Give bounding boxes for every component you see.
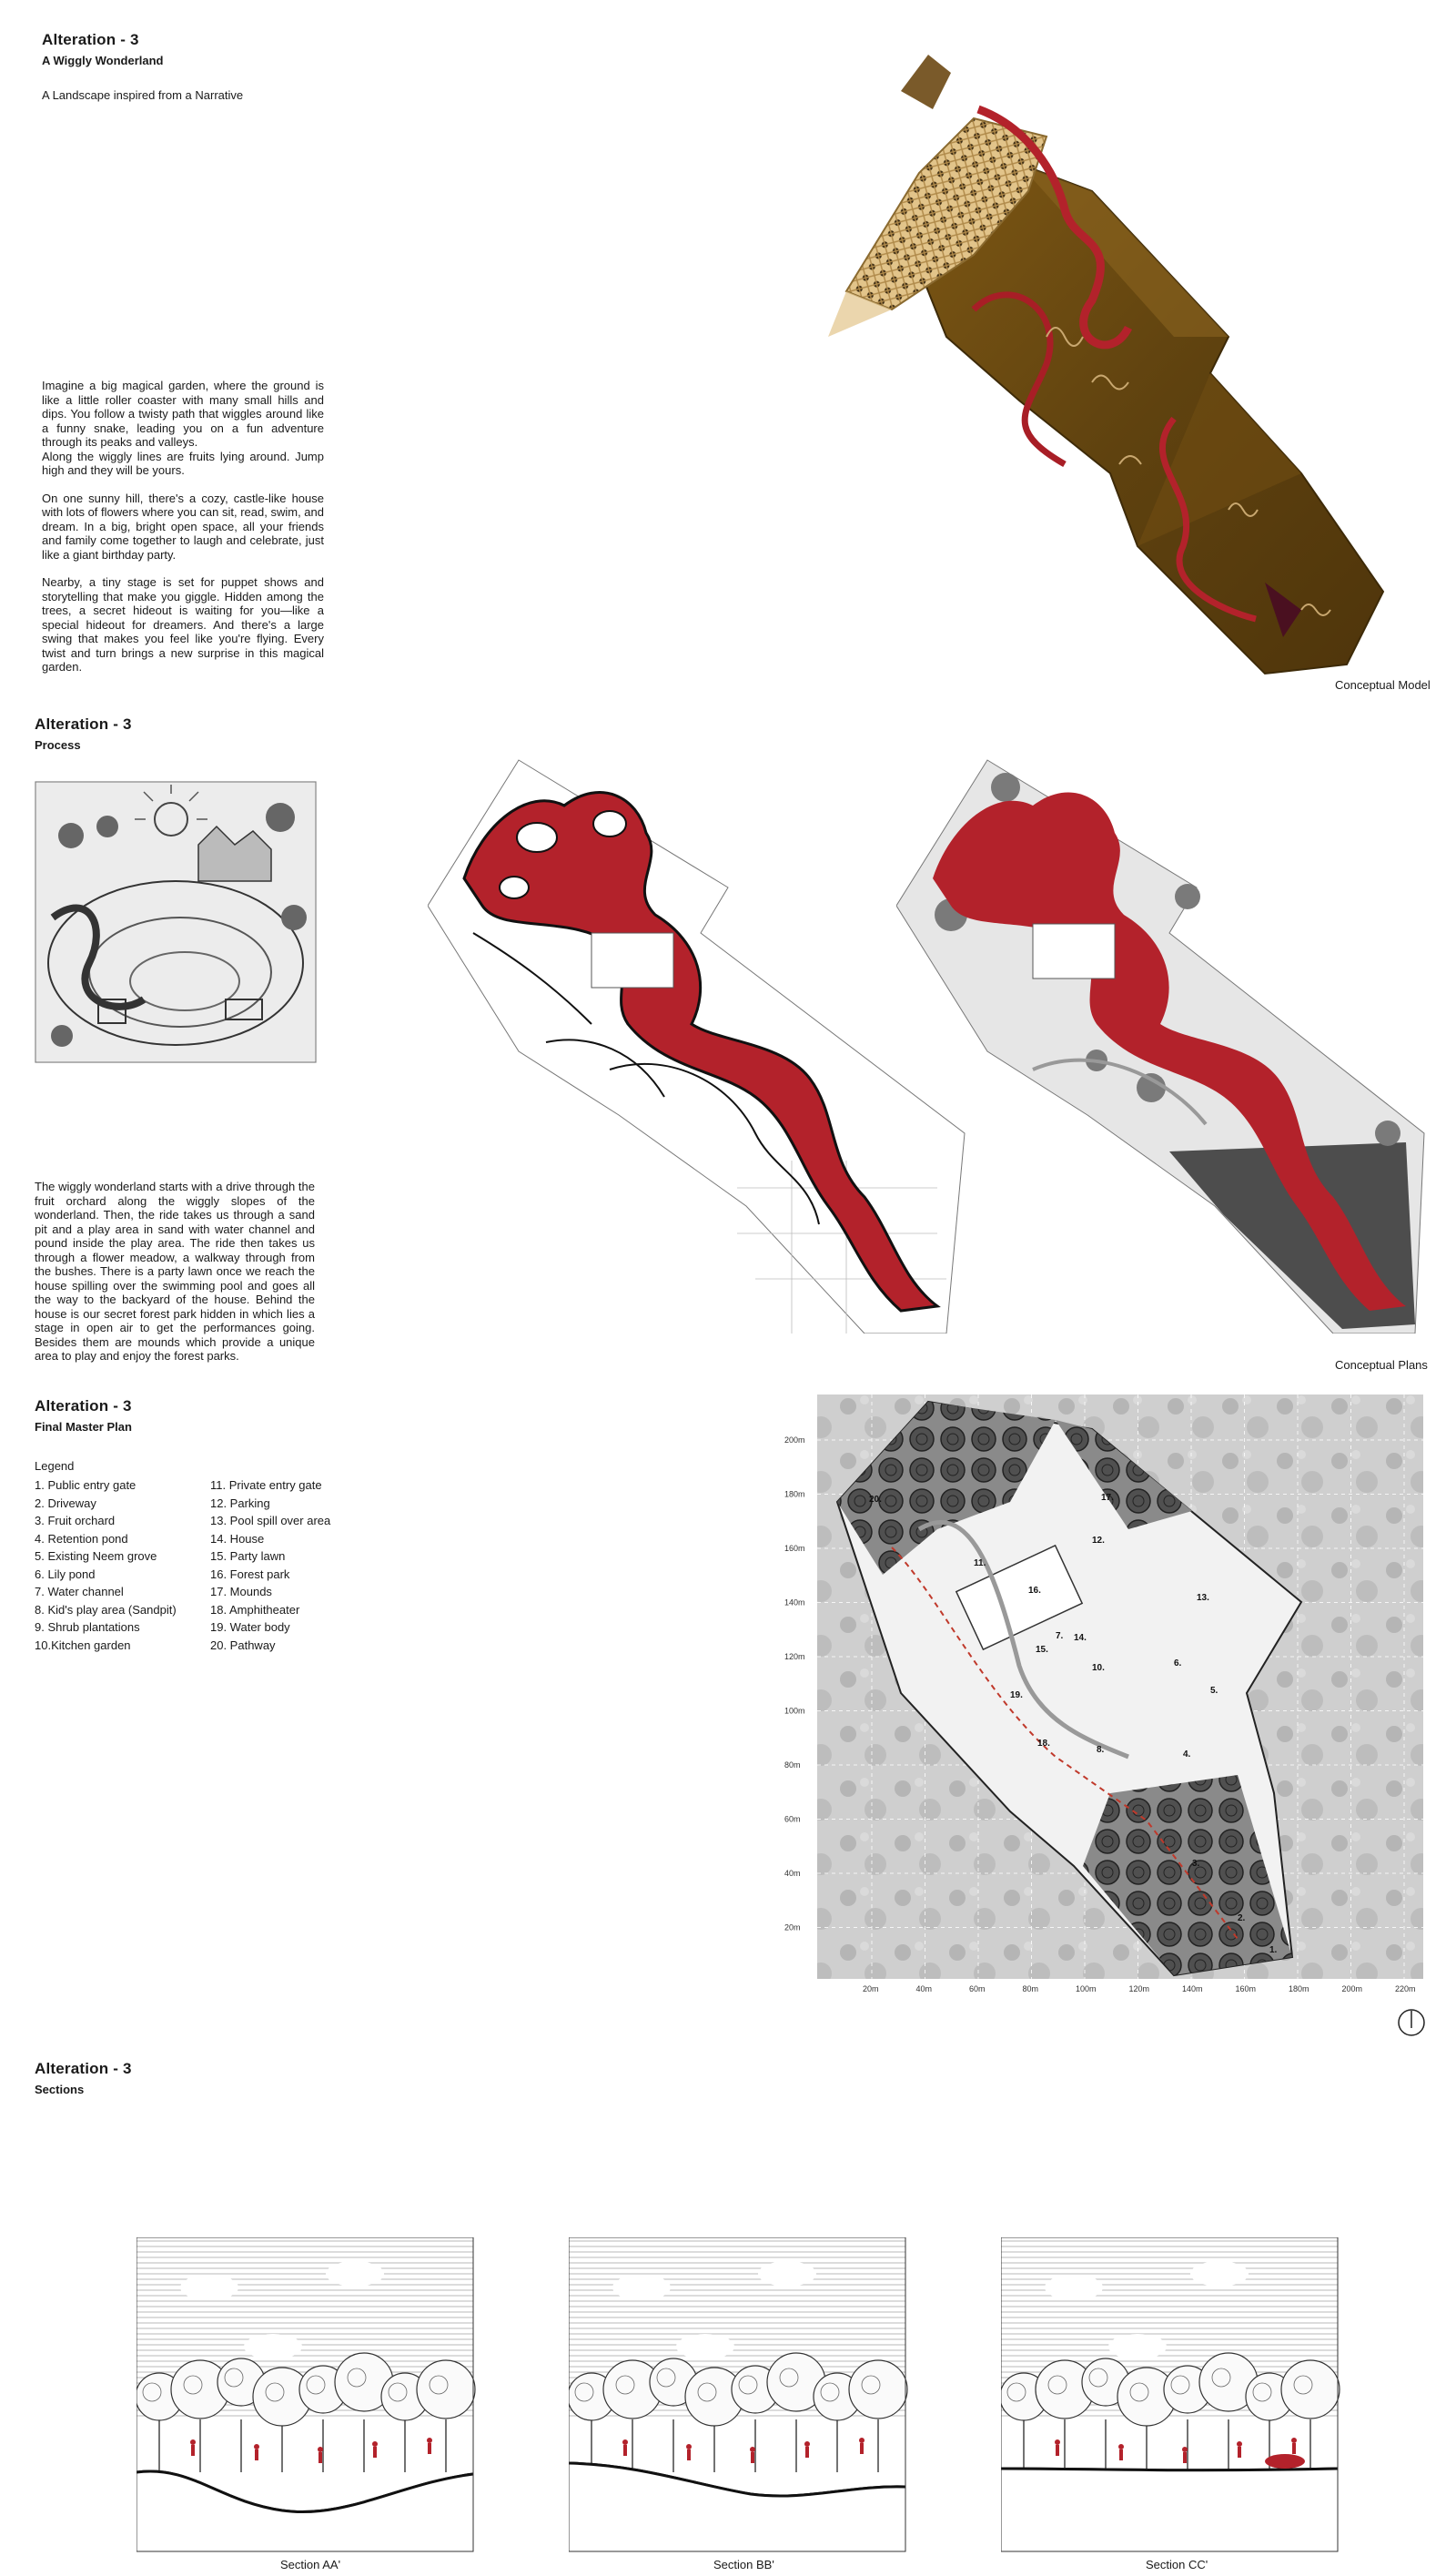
y-tick-label: 120m — [784, 1652, 805, 1661]
y-tick-label: 180m — [784, 1489, 805, 1499]
narrative-para-1: Imagine a big magical garden, where the ground is like a little roller coaster with many small hills and dips. You follow a twisty path that wiggles around like a funny snake, leading you on a fun adventure through its peaks and valleys. — [42, 379, 324, 449]
section4-title: Alteration - 3 — [35, 2060, 132, 2077]
section1-tagline: A Landscape inspired from a Narrative — [42, 88, 244, 102]
plan-area-label: 8. — [1097, 1745, 1105, 1755]
plan-area-label: 12. — [1092, 1536, 1105, 1546]
section-bb-caption: Section BB' — [713, 2558, 774, 2571]
legend-item: 7. Water channel — [35, 1585, 124, 1598]
y-tick-label: 100m — [784, 1706, 805, 1716]
section-aa-drawing — [136, 2237, 477, 2556]
narrative-para-3: On one sunny hill, there's a cozy, castle-like house with lots of flowers where you can sit, read, swim, and dream. In a big, bright open space, all your friends and family come together to laugh and celebrate, just like a giant birthday party. — [42, 491, 324, 562]
section2-title: Alteration - 3 — [35, 715, 132, 733]
section3-title: Alteration - 3 — [35, 1397, 132, 1415]
section4-subtitle: Sections — [35, 2083, 85, 2096]
legend-item: 12. Parking — [210, 1496, 270, 1510]
x-tick-label: 40m — [915, 1984, 933, 1993]
narrative-para-4: Nearby, a tiny stage is set for puppet shows and storytelling that make you giggle. Hidden among the trees, a secret hideout is waiting for you—like a special hideout for dreamers. And there's a large swing that makes you feel like you're flying. Every twist and turn brings a new surprise in this magical garden. — [42, 575, 324, 674]
plan-area-label: 15. — [1036, 1645, 1048, 1655]
plan-area-label: 3. — [1192, 1859, 1200, 1869]
legend-item: 3. Fruit orchard — [35, 1514, 116, 1527]
plan-area-label: 10. — [1092, 1663, 1105, 1673]
legend-item: 2. Driveway — [35, 1496, 96, 1510]
x-tick-label: 80m — [1022, 1984, 1039, 1993]
legend-item: 1. Public entry gate — [35, 1478, 136, 1492]
legend-title: Legend — [35, 1459, 75, 1473]
section-cc-drawing — [1001, 2237, 1341, 2556]
plan-area-label: 2. — [1238, 1913, 1246, 1923]
x-tick-label: 100m — [1076, 1984, 1097, 1993]
conceptual-model-image — [792, 36, 1429, 683]
plan-area-label: 13. — [1197, 1593, 1209, 1603]
legend-item: 4. Retention pond — [35, 1531, 128, 1546]
narrative-text — [42, 379, 324, 674]
legend-item: 5. Existing Neem grove — [35, 1549, 157, 1563]
y-tick-label: 200m — [784, 1435, 805, 1445]
x-tick-label: 160m — [1235, 1984, 1257, 1993]
plans-caption: Conceptual Plans — [1335, 1358, 1428, 1372]
legend-item: 10.Kitchen garden — [35, 1638, 131, 1652]
legend-item: 14. House — [210, 1531, 265, 1546]
x-tick-label: 180m — [1289, 1984, 1309, 1993]
plan-area-label: 1. — [1269, 1945, 1278, 1955]
x-tick-label: 220m — [1395, 1984, 1416, 1993]
x-tick-label: 140m — [1182, 1984, 1203, 1993]
master-plan-map — [783, 1393, 1438, 2012]
plan-area-label: 6. — [1174, 1658, 1182, 1668]
conceptual-plan-2 — [896, 751, 1433, 1334]
y-tick-label: 20m — [784, 1922, 801, 1932]
legend-column-1 — [35, 1476, 177, 1654]
section-cc-caption: Section CC' — [1146, 2558, 1208, 2571]
legend-item: 15. Party lawn — [210, 1549, 286, 1563]
plan-area-label: 19. — [1010, 1690, 1023, 1700]
legend-item: 16. Forest park — [210, 1567, 290, 1581]
process-sketch-image — [35, 781, 317, 1063]
section-aa-caption: Section AA' — [280, 2558, 341, 2571]
y-tick-label: 140m — [784, 1597, 805, 1607]
process-description: The wiggly wonderland starts with a drive through the fruit orchard along the wiggly slopes of the wonderland. Then, the ride takes us through a sand pit and a play area in sand with water channel and pound inside the play area. The ride then takes us through a flower meadow, a walkway through from the bushes. There is a party lawn once we reach the house spilling over the swimming pool and goes all the way to the backyard of the house. Behind the house is our secret forest park hidden in which lies a stage in open air to get the performances going. Besides them are mounds which provide a unique area to play and enjoy the forest parks. — [35, 1180, 315, 1363]
legend-item: 13. Pool spill over area — [210, 1514, 331, 1527]
plan-area-label: 20. — [869, 1495, 882, 1505]
section1-title: Alteration - 3 — [42, 31, 139, 48]
x-tick-label: 200m — [1341, 1984, 1363, 1993]
north-arrow-icon — [1397, 2008, 1426, 2037]
model-caption: Conceptual Model — [1335, 678, 1431, 692]
section-bb-drawing — [569, 2237, 909, 2556]
y-tick-label: 80m — [784, 1760, 801, 1770]
conceptual-plan-1 — [428, 751, 974, 1334]
map-x-axis-ticks — [863, 1984, 1416, 1993]
narrative-para-2: Along the wiggly lines are fruits lying around. Jump high and they will be yours. — [42, 449, 324, 477]
plan-area-label: 7. — [1056, 1631, 1064, 1641]
plan-area-label: 14. — [1074, 1633, 1087, 1643]
y-tick-label: 60m — [784, 1814, 801, 1824]
y-tick-label: 40m — [784, 1869, 801, 1878]
plan-area-label: 4. — [1183, 1749, 1191, 1760]
x-tick-label: 60m — [969, 1984, 986, 1993]
section2-subtitle: Process — [35, 738, 81, 752]
plan-area-label: 16. — [1028, 1586, 1041, 1596]
plan-area-label: 11. — [974, 1558, 986, 1568]
plan-area-label: 5. — [1210, 1686, 1218, 1696]
legend-item: 11. Private entry gate — [210, 1478, 322, 1492]
section1-subtitle: A Wiggly Wonderland — [42, 54, 164, 67]
plan-area-label: 18. — [1037, 1739, 1050, 1749]
legend-item: 17. Mounds — [210, 1585, 272, 1598]
map-y-axis-ticks — [784, 1435, 805, 1932]
section3-subtitle: Final Master Plan — [35, 1420, 132, 1434]
legend-item: 6. Lily pond — [35, 1567, 96, 1581]
legend-item: 20. Pathway — [210, 1638, 276, 1652]
x-tick-label: 120m — [1128, 1984, 1150, 1993]
x-tick-label: 20m — [863, 1984, 879, 1993]
legend-item: 18. Amphitheater — [210, 1602, 300, 1617]
y-tick-label: 160m — [784, 1544, 805, 1553]
legend-item: 8. Kid's play area (Sandpit) — [35, 1602, 177, 1617]
legend-column-2 — [210, 1476, 330, 1654]
plan-area-label: 17. — [1101, 1493, 1114, 1503]
legend-item: 19. Water body — [210, 1620, 290, 1634]
legend-item: 9. Shrub plantations — [35, 1620, 140, 1634]
